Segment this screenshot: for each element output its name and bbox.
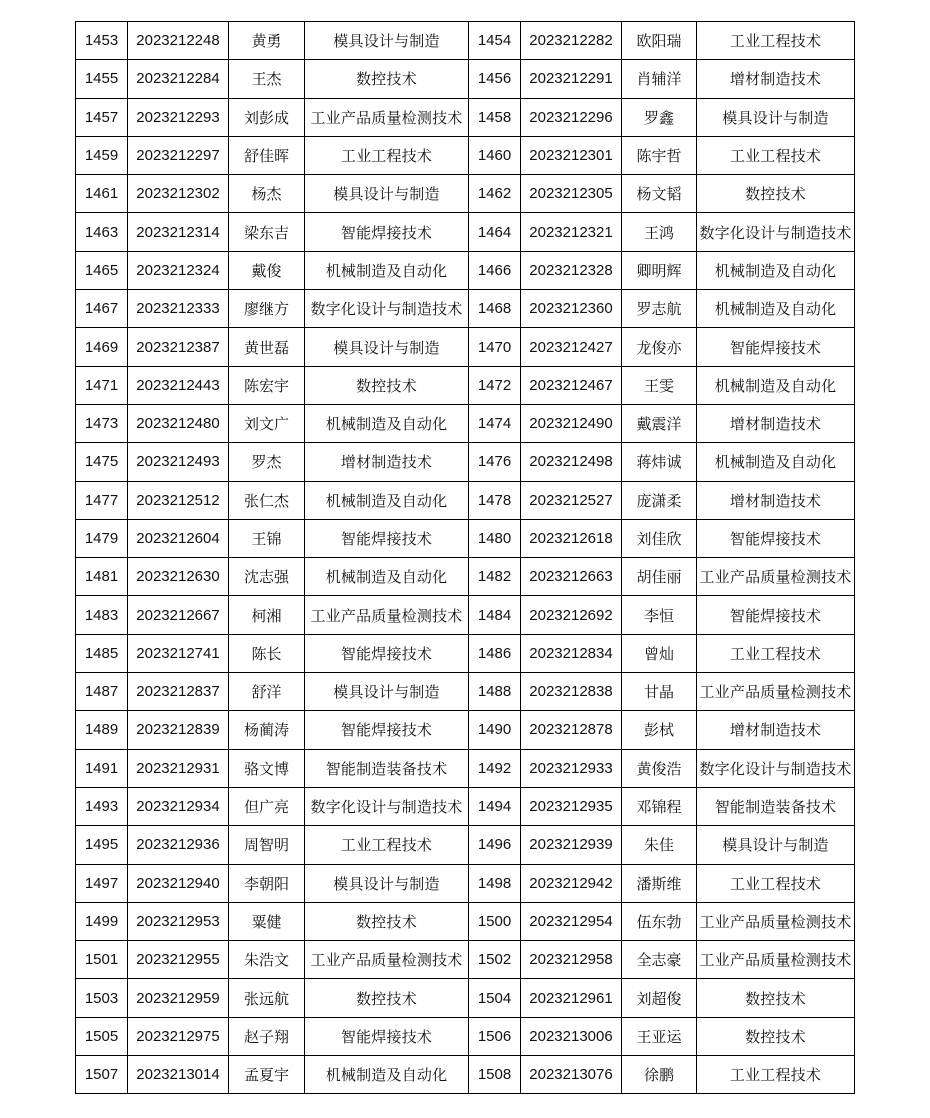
right-major-name-cell: 智能焊接技术 [697,519,855,557]
right-student-id-cell: 2023212942 [521,864,622,902]
right-student-name-cell: 欧阳瑞 [622,22,697,60]
left-row-number-cell: 1501 [76,941,128,979]
left-row-number-cell: 1485 [76,634,128,672]
table-row [76,749,855,787]
left-major-name-cell: 机械制造及自动化 [305,404,469,442]
right-student-id-cell: 2023212321 [521,213,622,251]
right-row-number-cell: 1486 [469,634,521,672]
right-row-number-cell: 1470 [469,328,521,366]
right-student-name-cell: 曾灿 [622,634,697,672]
left-student-id-cell: 2023213014 [128,1056,229,1094]
right-row-number-cell: 1488 [469,673,521,711]
right-student-name-cell: 黄俊浩 [622,749,697,787]
right-row-number-cell: 1468 [469,290,521,328]
right-major-name-cell: 机械制造及自动化 [697,251,855,289]
left-student-name-cell: 但广亮 [229,787,305,825]
right-row-number-cell: 1456 [469,60,521,98]
left-student-name-cell: 舒佳晖 [229,136,305,174]
table-row [76,481,855,519]
right-row-number-cell: 1478 [469,481,521,519]
left-row-number-cell: 1495 [76,826,128,864]
left-row-number-cell: 1473 [76,404,128,442]
table-row [76,864,855,902]
table-row [76,596,855,634]
left-student-id-cell: 2023212667 [128,596,229,634]
right-row-number-cell: 1508 [469,1056,521,1094]
left-row-number-cell: 1461 [76,175,128,213]
right-row-number-cell: 1494 [469,787,521,825]
student-list-table-container [75,21,854,1094]
left-student-id-cell: 2023212512 [128,481,229,519]
left-student-id-cell: 2023212837 [128,673,229,711]
right-student-name-cell: 庞潇柔 [622,481,697,519]
right-row-number-cell: 1458 [469,98,521,136]
right-major-name-cell: 增材制造技术 [697,60,855,98]
left-student-id-cell: 2023212940 [128,864,229,902]
right-student-id-cell: 2023212467 [521,366,622,404]
table-row [76,98,855,136]
left-student-name-cell: 杨蔺涛 [229,711,305,749]
left-student-name-cell: 周智明 [229,826,305,864]
right-student-name-cell: 罗志航 [622,290,697,328]
left-row-number-cell: 1459 [76,136,128,174]
left-student-name-cell: 舒洋 [229,673,305,711]
left-major-name-cell: 智能焊接技术 [305,519,469,557]
left-row-number-cell: 1465 [76,251,128,289]
right-row-number-cell: 1504 [469,979,521,1017]
left-student-id-cell: 2023212314 [128,213,229,251]
left-student-name-cell: 柯湘 [229,596,305,634]
right-student-id-cell: 2023212301 [521,136,622,174]
right-student-id-cell: 2023212933 [521,749,622,787]
right-major-name-cell: 增材制造技术 [697,711,855,749]
left-student-name-cell: 戴俊 [229,251,305,289]
left-major-name-cell: 数控技术 [305,979,469,1017]
right-student-name-cell: 王亚运 [622,1017,697,1055]
left-student-id-cell: 2023212975 [128,1017,229,1055]
right-student-name-cell: 全志豪 [622,941,697,979]
left-row-number-cell: 1487 [76,673,128,711]
right-row-number-cell: 1484 [469,596,521,634]
left-student-name-cell: 梁东吉 [229,213,305,251]
left-major-name-cell: 工业产品质量检测技术 [305,941,469,979]
right-row-number-cell: 1466 [469,251,521,289]
right-major-name-cell: 工业工程技术 [697,1056,855,1094]
left-student-name-cell: 骆文博 [229,749,305,787]
left-major-name-cell: 机械制造及自动化 [305,558,469,596]
table-row [76,711,855,749]
left-row-number-cell: 1503 [76,979,128,1017]
table-body [76,22,855,1094]
right-student-id-cell: 2023212939 [521,826,622,864]
left-student-id-cell: 2023212333 [128,290,229,328]
right-student-name-cell: 邓锦程 [622,787,697,825]
left-student-name-cell: 赵子翔 [229,1017,305,1055]
left-student-id-cell: 2023212480 [128,404,229,442]
left-student-id-cell: 2023212297 [128,136,229,174]
right-student-name-cell: 刘佳欣 [622,519,697,557]
left-major-name-cell: 数控技术 [305,60,469,98]
left-student-id-cell: 2023212931 [128,749,229,787]
left-row-number-cell: 1467 [76,290,128,328]
left-row-number-cell: 1489 [76,711,128,749]
left-student-name-cell: 孟夏宇 [229,1056,305,1094]
left-student-name-cell: 王锦 [229,519,305,557]
left-row-number-cell: 1475 [76,443,128,481]
right-major-name-cell: 工业产品质量检测技术 [697,673,855,711]
left-student-id-cell: 2023212630 [128,558,229,596]
left-student-id-cell: 2023212959 [128,979,229,1017]
left-student-name-cell: 刘彭成 [229,98,305,136]
right-student-id-cell: 2023212427 [521,328,622,366]
right-row-number-cell: 1502 [469,941,521,979]
left-student-name-cell: 黄勇 [229,22,305,60]
right-student-id-cell: 2023212834 [521,634,622,672]
right-major-name-cell: 模具设计与制造 [697,826,855,864]
left-student-name-cell: 陈长 [229,634,305,672]
right-student-name-cell: 蒋炜诚 [622,443,697,481]
left-student-name-cell: 罗杰 [229,443,305,481]
left-major-name-cell: 工业工程技术 [305,826,469,864]
left-student-name-cell: 朱浩文 [229,941,305,979]
right-row-number-cell: 1496 [469,826,521,864]
right-major-name-cell: 数字化设计与制造技术 [697,213,855,251]
right-major-name-cell: 工业产品质量检测技术 [697,558,855,596]
right-student-id-cell: 2023212527 [521,481,622,519]
right-student-id-cell: 2023212663 [521,558,622,596]
right-student-id-cell: 2023212328 [521,251,622,289]
right-student-id-cell: 2023212291 [521,60,622,98]
right-student-id-cell: 2023212360 [521,290,622,328]
left-major-name-cell: 机械制造及自动化 [305,251,469,289]
left-student-name-cell: 王杰 [229,60,305,98]
left-major-name-cell: 数控技术 [305,902,469,940]
right-major-name-cell: 智能制造装备技术 [697,787,855,825]
right-student-id-cell: 2023212498 [521,443,622,481]
left-student-name-cell: 张仁杰 [229,481,305,519]
table-row [76,366,855,404]
left-major-name-cell: 工业工程技术 [305,136,469,174]
left-student-id-cell: 2023212955 [128,941,229,979]
right-student-id-cell: 2023212935 [521,787,622,825]
left-student-name-cell: 杨杰 [229,175,305,213]
left-major-name-cell: 智能焊接技术 [305,634,469,672]
left-student-id-cell: 2023212604 [128,519,229,557]
left-row-number-cell: 1497 [76,864,128,902]
left-row-number-cell: 1463 [76,213,128,251]
table-row [76,1056,855,1094]
right-row-number-cell: 1482 [469,558,521,596]
right-student-name-cell: 戴震洋 [622,404,697,442]
left-student-id-cell: 2023212324 [128,251,229,289]
left-row-number-cell: 1457 [76,98,128,136]
right-major-name-cell: 机械制造及自动化 [697,290,855,328]
left-student-name-cell: 李朝阳 [229,864,305,902]
right-major-name-cell: 数控技术 [697,175,855,213]
right-student-id-cell: 2023212954 [521,902,622,940]
right-student-id-cell: 2023212305 [521,175,622,213]
left-major-name-cell: 工业产品质量检测技术 [305,98,469,136]
right-major-name-cell: 数控技术 [697,1017,855,1055]
left-row-number-cell: 1471 [76,366,128,404]
left-major-name-cell: 数控技术 [305,366,469,404]
left-major-name-cell: 模具设计与制造 [305,328,469,366]
left-major-name-cell: 智能焊接技术 [305,213,469,251]
table-row [76,60,855,98]
right-major-name-cell: 工业产品质量检测技术 [697,902,855,940]
left-student-name-cell: 刘文广 [229,404,305,442]
right-row-number-cell: 1480 [469,519,521,557]
right-major-name-cell: 增材制造技术 [697,481,855,519]
right-student-name-cell: 彭栻 [622,711,697,749]
right-row-number-cell: 1474 [469,404,521,442]
left-row-number-cell: 1507 [76,1056,128,1094]
left-major-name-cell: 模具设计与制造 [305,22,469,60]
table-row [76,290,855,328]
table-row [76,902,855,940]
student-list-table [75,21,855,1094]
right-student-name-cell: 朱佳 [622,826,697,864]
left-row-number-cell: 1491 [76,749,128,787]
table-row [76,1017,855,1055]
left-student-id-cell: 2023212741 [128,634,229,672]
right-student-id-cell: 2023212878 [521,711,622,749]
right-major-name-cell: 工业产品质量检测技术 [697,941,855,979]
left-student-name-cell: 廖继方 [229,290,305,328]
table-row [76,328,855,366]
left-row-number-cell: 1483 [76,596,128,634]
right-row-number-cell: 1472 [469,366,521,404]
right-row-number-cell: 1492 [469,749,521,787]
right-student-name-cell: 王鸿 [622,213,697,251]
right-student-id-cell: 2023212490 [521,404,622,442]
right-row-number-cell: 1500 [469,902,521,940]
left-student-name-cell: 黄世磊 [229,328,305,366]
table-row [76,404,855,442]
right-major-name-cell: 智能焊接技术 [697,328,855,366]
right-student-id-cell: 2023212838 [521,673,622,711]
table-row [76,826,855,864]
right-student-id-cell: 2023213076 [521,1056,622,1094]
left-major-name-cell: 机械制造及自动化 [305,481,469,519]
right-student-name-cell: 陈宇哲 [622,136,697,174]
table-row [76,213,855,251]
right-student-id-cell: 2023212296 [521,98,622,136]
right-student-id-cell: 2023212961 [521,979,622,1017]
left-student-id-cell: 2023212387 [128,328,229,366]
left-row-number-cell: 1505 [76,1017,128,1055]
right-major-name-cell: 增材制造技术 [697,404,855,442]
right-student-id-cell: 2023212282 [521,22,622,60]
left-major-name-cell: 模具设计与制造 [305,673,469,711]
right-student-name-cell: 卿明辉 [622,251,697,289]
left-row-number-cell: 1455 [76,60,128,98]
right-student-name-cell: 胡佳丽 [622,558,697,596]
left-major-name-cell: 模具设计与制造 [305,864,469,902]
left-student-id-cell: 2023212839 [128,711,229,749]
table-row [76,673,855,711]
table-row [76,634,855,672]
left-student-name-cell: 沈志强 [229,558,305,596]
right-student-name-cell: 王雯 [622,366,697,404]
table-row [76,941,855,979]
table-row [76,251,855,289]
left-row-number-cell: 1469 [76,328,128,366]
left-student-id-cell: 2023212934 [128,787,229,825]
right-student-name-cell: 伍东勃 [622,902,697,940]
right-major-name-cell: 工业工程技术 [697,22,855,60]
right-major-name-cell: 工业工程技术 [697,634,855,672]
table-row [76,558,855,596]
right-major-name-cell: 机械制造及自动化 [697,443,855,481]
left-row-number-cell: 1499 [76,902,128,940]
left-student-name-cell: 陈宏宇 [229,366,305,404]
left-major-name-cell: 智能焊接技术 [305,1017,469,1055]
right-student-name-cell: 李恒 [622,596,697,634]
left-student-id-cell: 2023212953 [128,902,229,940]
right-major-name-cell: 数控技术 [697,979,855,1017]
right-student-name-cell: 徐鹏 [622,1056,697,1094]
right-major-name-cell: 工业工程技术 [697,136,855,174]
left-row-number-cell: 1479 [76,519,128,557]
right-row-number-cell: 1506 [469,1017,521,1055]
right-major-name-cell: 模具设计与制造 [697,98,855,136]
left-student-id-cell: 2023212936 [128,826,229,864]
left-student-id-cell: 2023212443 [128,366,229,404]
left-row-number-cell: 1477 [76,481,128,519]
left-major-name-cell: 数字化设计与制造技术 [305,290,469,328]
right-major-name-cell: 机械制造及自动化 [697,366,855,404]
left-major-name-cell: 机械制造及自动化 [305,1056,469,1094]
left-student-id-cell: 2023212493 [128,443,229,481]
right-student-id-cell: 2023212618 [521,519,622,557]
right-student-name-cell: 罗鑫 [622,98,697,136]
right-row-number-cell: 1490 [469,711,521,749]
right-row-number-cell: 1460 [469,136,521,174]
left-major-name-cell: 数字化设计与制造技术 [305,787,469,825]
right-student-name-cell: 龙俊亦 [622,328,697,366]
left-student-id-cell: 2023212302 [128,175,229,213]
left-major-name-cell: 工业产品质量检测技术 [305,596,469,634]
table-row [76,22,855,60]
right-major-name-cell: 数字化设计与制造技术 [697,749,855,787]
table-row [76,787,855,825]
right-row-number-cell: 1454 [469,22,521,60]
right-student-id-cell: 2023212692 [521,596,622,634]
right-student-id-cell: 2023212958 [521,941,622,979]
right-row-number-cell: 1464 [469,213,521,251]
table-row [76,136,855,174]
right-student-name-cell: 潘斯维 [622,864,697,902]
left-student-id-cell: 2023212293 [128,98,229,136]
right-row-number-cell: 1462 [469,175,521,213]
left-row-number-cell: 1453 [76,22,128,60]
left-major-name-cell: 模具设计与制造 [305,175,469,213]
right-student-id-cell: 2023213006 [521,1017,622,1055]
left-student-id-cell: 2023212248 [128,22,229,60]
right-student-name-cell: 杨文韬 [622,175,697,213]
right-student-name-cell: 刘超俊 [622,979,697,1017]
right-major-name-cell: 工业工程技术 [697,864,855,902]
left-student-name-cell: 张远航 [229,979,305,1017]
table-row [76,519,855,557]
table-row [76,175,855,213]
left-student-name-cell: 粟健 [229,902,305,940]
table-row [76,979,855,1017]
left-row-number-cell: 1493 [76,787,128,825]
right-major-name-cell: 智能焊接技术 [697,596,855,634]
left-row-number-cell: 1481 [76,558,128,596]
left-student-id-cell: 2023212284 [128,60,229,98]
left-major-name-cell: 智能焊接技术 [305,711,469,749]
table-row [76,443,855,481]
left-major-name-cell: 增材制造技术 [305,443,469,481]
left-major-name-cell: 智能制造装备技术 [305,749,469,787]
right-student-name-cell: 肖辅洋 [622,60,697,98]
right-row-number-cell: 1476 [469,443,521,481]
right-student-name-cell: 甘晶 [622,673,697,711]
right-row-number-cell: 1498 [469,864,521,902]
